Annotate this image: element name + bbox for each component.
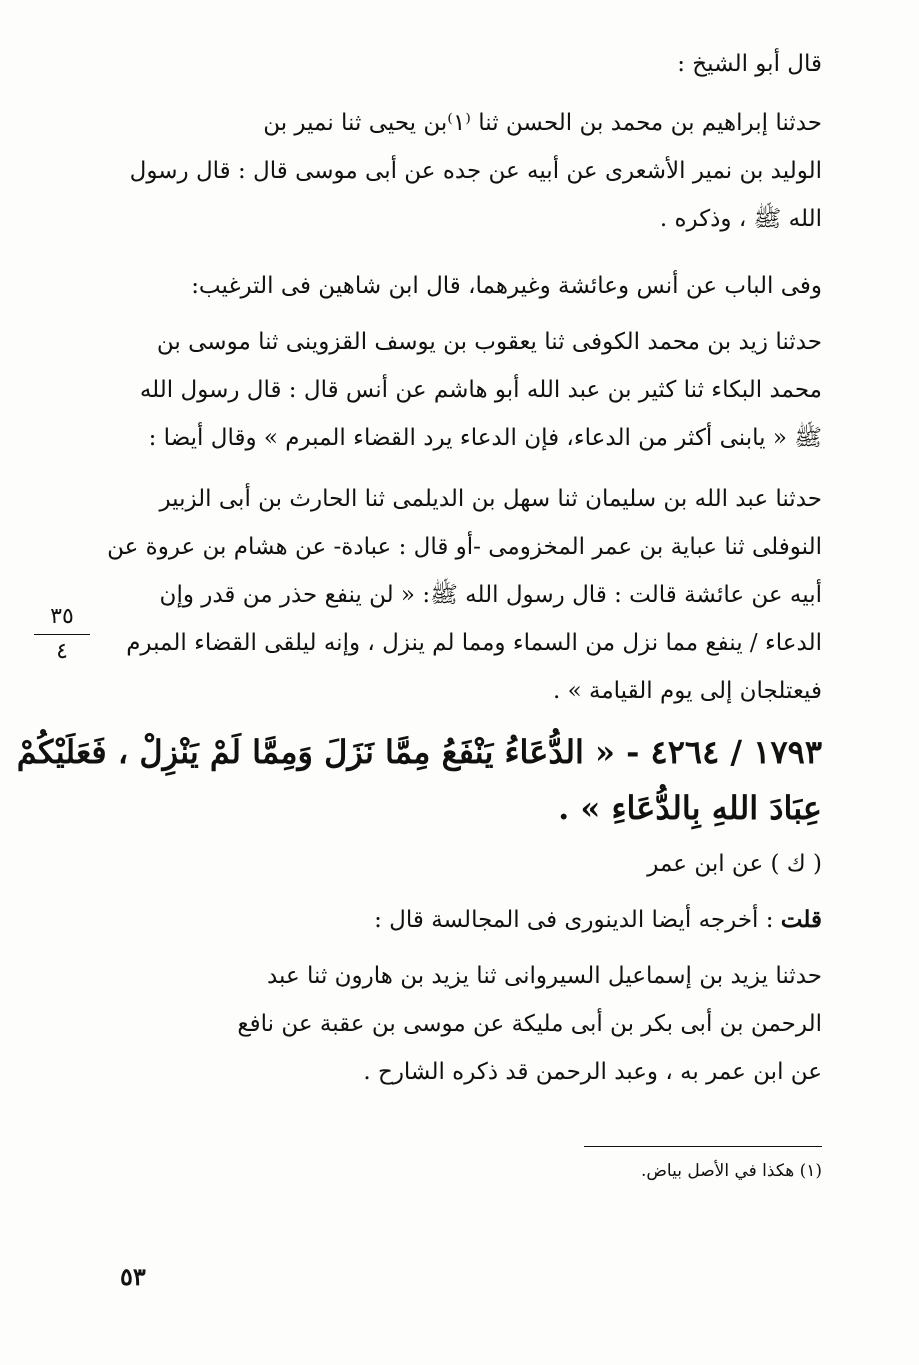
text-line: الدعاء / ينفع مما نزل من السماء ومما لم ينزل ، وإنه ليلقى القضاء المبرم	[126, 630, 822, 656]
text-line: النوفلى ثنا عباية بن عمر المخزومى -أو قال : عبادة- عن هشام بن عروة عن	[107, 534, 822, 560]
text-line: الله ﷺ ، وذكره .	[659, 206, 822, 232]
text-line: حدثنا إبراهيم بن محمد بن الحسن ثنا ⁽١⁾بن يحيى ثنا نمير بن	[263, 110, 822, 136]
text-line: عن ابن عمر به ، وعبد الرحمن قد ذكره الشارح .	[363, 1059, 822, 1085]
text-line: وفى الباب عن أنس وعائشة وغيرهما، قال ابن شاهين فى الترغيب:	[191, 273, 822, 299]
text-line: الرحمن بن أبى بكر بن أبى مليكة عن موسى بن عقبة عن نافع	[237, 1011, 822, 1037]
commentary-intro	[118, 896, 822, 944]
section-heading	[118, 40, 822, 88]
text-line: ﷺ « يابنى أكثر من الدعاء، فإن الدعاء يرد القضاء المبرم » وقال أيضا :	[148, 425, 822, 451]
margin-reference-volume: ٣٥	[50, 604, 74, 629]
narration-block-4	[107, 475, 822, 715]
text-line: أبيه عن عائشة قالت : قال رسول الله ﷺ: « لن ينفع حذر من قدر وإن	[159, 582, 822, 608]
margin-divider	[34, 634, 90, 635]
narration-block-5	[118, 952, 822, 1096]
text-line: الوليد بن نمير الأشعرى عن أبيه عن جده عن أبى موسى قال : قال رسول	[129, 158, 822, 184]
page-number: ٥٣	[120, 1262, 146, 1291]
text-line: حدثنا زيد بن محمد الكوفى ثنا يعقوب بن يوسف القزوينى ثنا موسى بن	[156, 329, 822, 355]
narration-block-2	[118, 262, 822, 310]
footnote: (١) هكذا في الأصل بياض.	[640, 1161, 822, 1181]
hadith-text	[16, 724, 822, 836]
footnote-separator	[584, 1146, 822, 1147]
text-line: حدثنا يزيد بن إسماعيل السيروانى ثنا يزيد بن هارون ثنا عبد	[266, 963, 822, 989]
hadith-source	[118, 840, 822, 888]
margin-reference	[34, 602, 90, 667]
commentary-label: قلت	[780, 906, 822, 933]
margin-reference-page: ٤	[56, 639, 68, 664]
heading-line: قال أبو الشيخ :	[677, 51, 822, 77]
commentary-line	[118, 896, 822, 944]
text-line: فيعتلجان إلى يوم القيامة » .	[553, 678, 822, 704]
source-line: ( ك ) عن ابن عمر	[647, 851, 822, 877]
narration-block-1	[118, 99, 822, 243]
text-line: حدثنا عبد الله بن سليمان ثنا سهل بن الديلمى ثنا الحارث بن أبى الزبير	[159, 486, 822, 512]
commentary-text: : أخرجه أيضا الدينورى فى المجالسة قال :	[374, 907, 781, 933]
hadith-line: ١٧٩٣ / ٤٢٦٤ - « الدُّعَاءُ يَنْفَعُ مِمَّا نَزَلَ وَمِمَّا لَمْ يَنْزِلْ ، فَعَلَيْكُمْ	[16, 733, 822, 771]
text-line: محمد البكاء ثنا كثير بن عبد الله أبو هاشم عن أنس قال : قال رسول الله	[139, 377, 822, 403]
narration-block-3	[118, 318, 822, 462]
hadith-line: عِبَادَ اللهِ بِالدُّعَاءِ » .	[558, 789, 822, 827]
